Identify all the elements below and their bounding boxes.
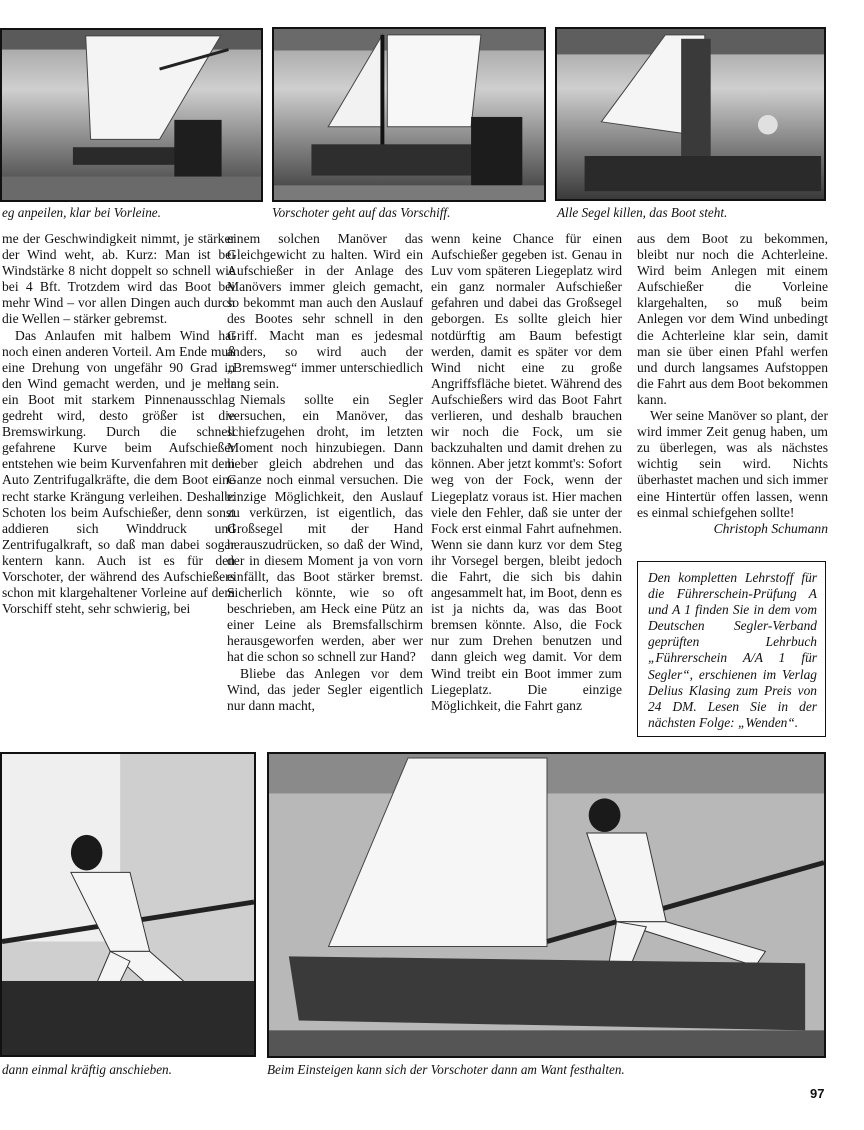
article-column-4 [637,231,828,537]
caption-bottom-left: dann einmal kräftig anschieben. [2,1062,172,1077]
caption-top-left: eg anpeilen, klar bei Vorleine. [2,205,161,220]
paragraph: Das Anlaufen mit halbem Wind hat noch einen anderen Vorteil. Am Ende muß eine Drehung von ungefähr 90 Grad in den Wind gemacht werden, und je mehr ein Boot mit starkem Pinnenausschlag gedreht wird, desto größer ist die Bremswirkung. Durch die schnell gefahrene Kurve beim Aufschießer entstehen wie beim Kurvenfahren mit dem Auto Zentrifugalkräfte, die dem Boot eine recht starke Krängung verleihen. Deshalb: Schoten los beim Aufschießer, denn sonst addieren sich Winddruck und Zentrifugalkraft, so daß man dabei sogar kentern kann. Auch ist es für den Vorschoter, der während des Aufschießers schon mit klargehaltener Vorleine auf dem Vorschiff steht, sehr schwierig, bei [2,327,235,617]
paragraph: aus dem Boot zu bekommen, bleibt nur noch die Achterleine. Wird beim Anlegen mit einem Aufschießer die Vorleine klargehalten, so muß beim Anlegen vor dem Wind unbedingt die Achterleine klar sein, damit man sie über einen Pfahl werfen und durch langsames Aufstoppen die Fahrt aus dem Boot bekommen kann. [637,231,828,407]
article-column-2 [227,231,423,714]
paragraph: me der Geschwindigkeit nimmt, je stärker der Wind weht, ab. Kurz: Man ist bei Windstärke 8 nicht doppelt so schnell wie bei 4 Bft. Trotzdem wird das Boot bei mehr Wind – vor allen Dingen auch durch die Wellen – stärker gebremst. [2,231,235,327]
caption-top-center: Vorschoter geht auf das Vorschiff. [272,205,451,220]
paragraph: Niemals sollte ein Segler versuchen, ein Manöver, das schiefzugehen droht, im letzten Moment noch hinzubiegen. Dann lieber gleich abdrehen und das Ganze noch einmal versuchen. Die einzige Möglichkeit, den Auslauf zu verkürzen, ist eigentlich, das Großsegel mit der Hand herauszudrücken, so daß der Wind, der in diesem Moment ja von vorn einfällt, das Boot stärker bremst. Sicherlich könnte, wie so oft beschrieben, am Heck eine Pütz an einer Leine als Bremsfallschirm herausgeworfen werden, aber wer hat die schon so schnell zur Hand? [227,391,423,665]
caption-bottom-right: Beim Einsteigen kann sich der Vorschoter dann am Want festhalten. [267,1062,625,1077]
page-number: 97 [810,1086,825,1101]
article-column-3 [431,231,622,714]
info-box [637,561,826,737]
article-column-1 [2,231,235,617]
paragraph: einem solchen Manöver das Gleichgewicht zu halten. Wird ein Aufschießer in der Anlage des Manövers immer gleich gemacht, so bekommt man auch den Auslauf des Bootes sehr schnell in den Griff. Macht man es jedesmal anders, so wird auch der „Bremsweg“ immer unterschiedlich lang sein. [227,231,423,391]
paragraph: Wer seine Manöver so plant, der wird immer Zeit genug haben, um zu überlegen, was als nächstes wichtig sein wird. Nichts überhastet machen und sich immer eine Hintertür offen lassen, wenn es einmal schiefgehen sollte! [637,408,828,520]
photo-top-center [272,27,546,202]
info-box-text: Den kompletten Lehrstoff für die Führerschein-Prüfung A und A 1 finden Sie in dem vom Deutschen Segler-Verband geprüften Lehrbuch „Führerschein A/A 1 für Segler“, erschienen im Verlag Delius Klasing zum Preis von 24 DM. Lesen Sie in der nächsten Folge: „Wenden“. [648,570,817,730]
paragraph: wenn keine Chance für einen Aufschießer gegeben ist. Genau in Luv vom späteren Liegeplatz wird ein ganz normaler Aufschießer gefahren und dabei das Großsegel geborgen. Es sollte gleich hier notdürftig am Baum befestigt werden, damit es später vor dem Wind nicht eine zu große Angriffsfläche bietet. Während des Aufschießers wird das Boot Fahrt verlieren, und deshalb brauchen wir noch die Fock, um sie backzuhalten und damit drehen zu können. Aber jetzt kommt's: Sofort weg von der Fock, wenn der Liegeplatz voraus ist. Hier machen viele den Fehler, daß sie unter der Fock erst einmal Fahrt aufnehmen. Wenn sie dann kurz vor dem Steg ihr Vorsegel bergen, bleibt jedoch die Fahrt, die sich bis dahin angesammelt hat, im Boot, denn es ist ja nichts da, was das Boot bremsen könnte. Also, die Fock nur zum Drehen benutzen und dann gleich weg damit. Vor dem Wind treibt ein Boot immer zum Liegeplatz. Die einzige Möglichkeit, die Fahrt ganz [431,231,622,713]
photo-top-left [0,28,263,202]
paragraph: Bliebe das Anlegen vor dem Wind, das jeder Segler eigentlich nur dann macht, [227,665,423,713]
photo-bottom-right [267,752,826,1058]
photo-bottom-left [0,752,256,1057]
caption-top-right: Alle Segel killen, das Boot steht. [557,205,728,220]
photo-top-right [555,27,826,201]
author-byline: Christoph Schumann [713,520,828,536]
